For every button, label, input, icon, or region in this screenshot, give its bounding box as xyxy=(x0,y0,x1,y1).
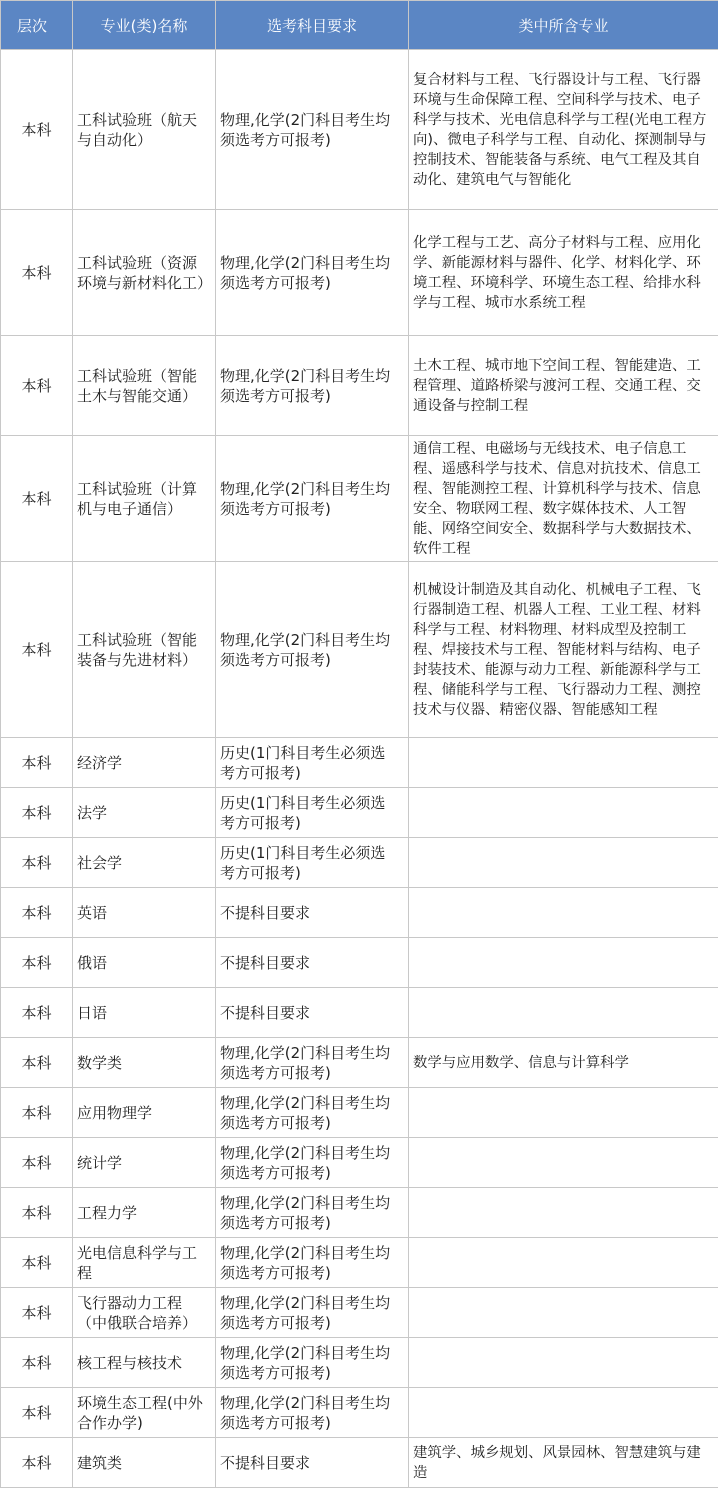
table-row xyxy=(1,1438,718,1488)
table-row xyxy=(1,1188,718,1238)
included-majors-cell xyxy=(409,1138,718,1188)
level-cell: 本科 xyxy=(1,738,73,788)
major-name-cell: 工科试验班（资源环境与新材料化工） xyxy=(73,210,216,336)
header-included-majors: 类中所含专业 xyxy=(409,1,718,50)
subject-requirement-cell: 物理,化学(2门科目考生均须选考方可报考) xyxy=(216,1238,409,1288)
subject-requirement-cell: 物理,化学(2门科目考生均须选考方可报考) xyxy=(216,1288,409,1338)
included-majors-cell xyxy=(409,1238,718,1288)
major-name-cell: 工科试验班（智能土木与智能交通） xyxy=(73,336,216,436)
included-majors-cell xyxy=(409,988,718,1038)
table-row xyxy=(1,1338,718,1388)
table-row xyxy=(1,1238,718,1288)
table-row xyxy=(1,210,718,336)
table-row xyxy=(1,888,718,938)
level-cell: 本科 xyxy=(1,938,73,988)
subject-requirement-cell: 历史(1门科目考生必须选考方可报考) xyxy=(216,788,409,838)
level-cell: 本科 xyxy=(1,988,73,1038)
included-majors-cell xyxy=(409,888,718,938)
major-name-cell: 英语 xyxy=(73,888,216,938)
level-cell: 本科 xyxy=(1,436,73,562)
subject-requirement-cell: 物理,化学(2门科目考生均须选考方可报考) xyxy=(216,50,409,210)
level-cell: 本科 xyxy=(1,1438,73,1488)
level-cell: 本科 xyxy=(1,1138,73,1188)
included-majors-cell: 土木工程、城市地下空间工程、智能建造、工程管理、道路桥梁与渡河工程、交通工程、交通设备与控制工程 xyxy=(409,336,718,436)
level-cell: 本科 xyxy=(1,336,73,436)
subject-requirement-cell: 物理,化学(2门科目考生均须选考方可报考) xyxy=(216,210,409,336)
major-name-cell: 法学 xyxy=(73,788,216,838)
major-name-cell: 建筑类 xyxy=(73,1438,216,1488)
level-cell: 本科 xyxy=(1,50,73,210)
major-name-cell: 经济学 xyxy=(73,738,216,788)
table-header-row xyxy=(1,1,718,50)
included-majors-cell: 化学工程与工艺、高分子材料与工程、应用化学、新能源材料与器件、化学、材料化学、环境工程、环境科学、环境生态工程、给排水科学与工程、城市水系统工程 xyxy=(409,210,718,336)
major-name-cell: 应用物理学 xyxy=(73,1088,216,1138)
level-cell: 本科 xyxy=(1,888,73,938)
included-majors-cell xyxy=(409,838,718,888)
level-cell: 本科 xyxy=(1,1288,73,1338)
subject-requirement-cell: 不提科目要求 xyxy=(216,1438,409,1488)
subject-requirement-cell: 物理,化学(2门科目考生均须选考方可报考) xyxy=(216,436,409,562)
major-name-cell: 光电信息科学与工程 xyxy=(73,1238,216,1288)
subject-requirement-cell: 物理,化学(2门科目考生均须选考方可报考) xyxy=(216,1088,409,1138)
table-row xyxy=(1,1388,718,1438)
table-row xyxy=(1,1088,718,1138)
subject-requirement-cell: 历史(1门科目考生必须选考方可报考) xyxy=(216,838,409,888)
header-major-name: 专业(类)名称 xyxy=(73,1,216,50)
table-row xyxy=(1,788,718,838)
major-name-cell: 日语 xyxy=(73,988,216,1038)
subject-requirement-cell: 物理,化学(2门科目考生均须选考方可报考) xyxy=(216,562,409,738)
subject-requirement-cell: 不提科目要求 xyxy=(216,988,409,1038)
header-subject-requirement: 选考科目要求 xyxy=(216,1,409,50)
subject-requirement-cell: 物理,化学(2门科目考生均须选考方可报考) xyxy=(216,1138,409,1188)
included-majors-cell: 通信工程、电磁场与无线技术、电子信息工程、遥感科学与技术、信息对抗技术、信息工程、智能测控工程、计算机科学与技术、信息安全、物联网工程、数字媒体技术、人工智能、网络空间安全、数据科学与大数据技术、软件工程 xyxy=(409,436,718,562)
subject-requirement-cell: 不提科目要求 xyxy=(216,888,409,938)
major-name-cell: 工科试验班（智能装备与先进材料） xyxy=(73,562,216,738)
included-majors-cell: 复合材料与工程、飞行器设计与工程、飞行器环境与生命保障工程、空间科学与技术、电子科学与技术、光电信息科学与工程(光电工程方向)、微电子科学与工程、自动化、探测制导与控制技术、智能装备与系统、电气工程及其自动化、建筑电气与智能化 xyxy=(409,50,718,210)
major-name-cell: 工程力学 xyxy=(73,1188,216,1238)
major-name-cell: 环境生态工程(中外合作办学) xyxy=(73,1388,216,1438)
level-cell: 本科 xyxy=(1,1238,73,1288)
included-majors-cell: 机械设计制造及其自动化、机械电子工程、飞行器制造工程、机器人工程、工业工程、材料科学与工程、材料物理、材料成型及控制工程、焊接技术与工程、智能材料与结构、电子封装技术、能源与动力工程、新能源科学与工程、储能科学与工程、飞行器动力工程、测控技术与仪器、精密仪器、智能感知工程 xyxy=(409,562,718,738)
included-majors-cell xyxy=(409,1388,718,1438)
level-cell: 本科 xyxy=(1,838,73,888)
table-row xyxy=(1,1038,718,1088)
major-name-cell: 工科试验班（计算机与电子通信） xyxy=(73,436,216,562)
major-name-cell: 核工程与核技术 xyxy=(73,1338,216,1388)
table-row xyxy=(1,1288,718,1338)
level-cell: 本科 xyxy=(1,1038,73,1088)
level-cell: 本科 xyxy=(1,1338,73,1388)
subject-requirement-cell: 物理,化学(2门科目考生均须选考方可报考) xyxy=(216,1188,409,1238)
subject-requirement-cell: 物理,化学(2门科目考生均须选考方可报考) xyxy=(216,336,409,436)
header-level: 层次 xyxy=(1,1,73,50)
table-row xyxy=(1,988,718,1038)
subject-requirement-cell: 物理,化学(2门科目考生均须选考方可报考) xyxy=(216,1388,409,1438)
included-majors-cell xyxy=(409,738,718,788)
table-row xyxy=(1,738,718,788)
table-row xyxy=(1,436,718,562)
included-majors-cell xyxy=(409,1088,718,1138)
included-majors-cell xyxy=(409,788,718,838)
major-name-cell: 统计学 xyxy=(73,1138,216,1188)
level-cell: 本科 xyxy=(1,788,73,838)
subject-requirement-cell: 物理,化学(2门科目考生均须选考方可报考) xyxy=(216,1038,409,1088)
included-majors-cell xyxy=(409,1188,718,1238)
level-cell: 本科 xyxy=(1,1388,73,1438)
subject-requirement-cell: 历史(1门科目考生必须选考方可报考) xyxy=(216,738,409,788)
included-majors-cell xyxy=(409,1338,718,1388)
major-name-cell: 数学类 xyxy=(73,1038,216,1088)
major-name-cell: 飞行器动力工程（中俄联合培养） xyxy=(73,1288,216,1338)
included-majors-cell xyxy=(409,938,718,988)
subject-requirement-cell: 不提科目要求 xyxy=(216,938,409,988)
subject-requirement-cell: 物理,化学(2门科目考生均须选考方可报考) xyxy=(216,1338,409,1388)
level-cell: 本科 xyxy=(1,210,73,336)
table-row xyxy=(1,938,718,988)
included-majors-cell xyxy=(409,1288,718,1338)
included-majors-cell: 建筑学、城乡规划、风景园林、智慧建筑与建造 xyxy=(409,1438,718,1488)
table-row xyxy=(1,1138,718,1188)
table-row xyxy=(1,50,718,210)
table-row xyxy=(1,562,718,738)
major-name-cell: 工科试验班（航天与自动化） xyxy=(73,50,216,210)
major-name-cell: 社会学 xyxy=(73,838,216,888)
major-name-cell: 俄语 xyxy=(73,938,216,988)
level-cell: 本科 xyxy=(1,1088,73,1138)
level-cell: 本科 xyxy=(1,1188,73,1238)
level-cell: 本科 xyxy=(1,562,73,738)
included-majors-cell: 数学与应用数学、信息与计算科学 xyxy=(409,1038,718,1088)
table-row xyxy=(1,838,718,888)
table-row xyxy=(1,336,718,436)
